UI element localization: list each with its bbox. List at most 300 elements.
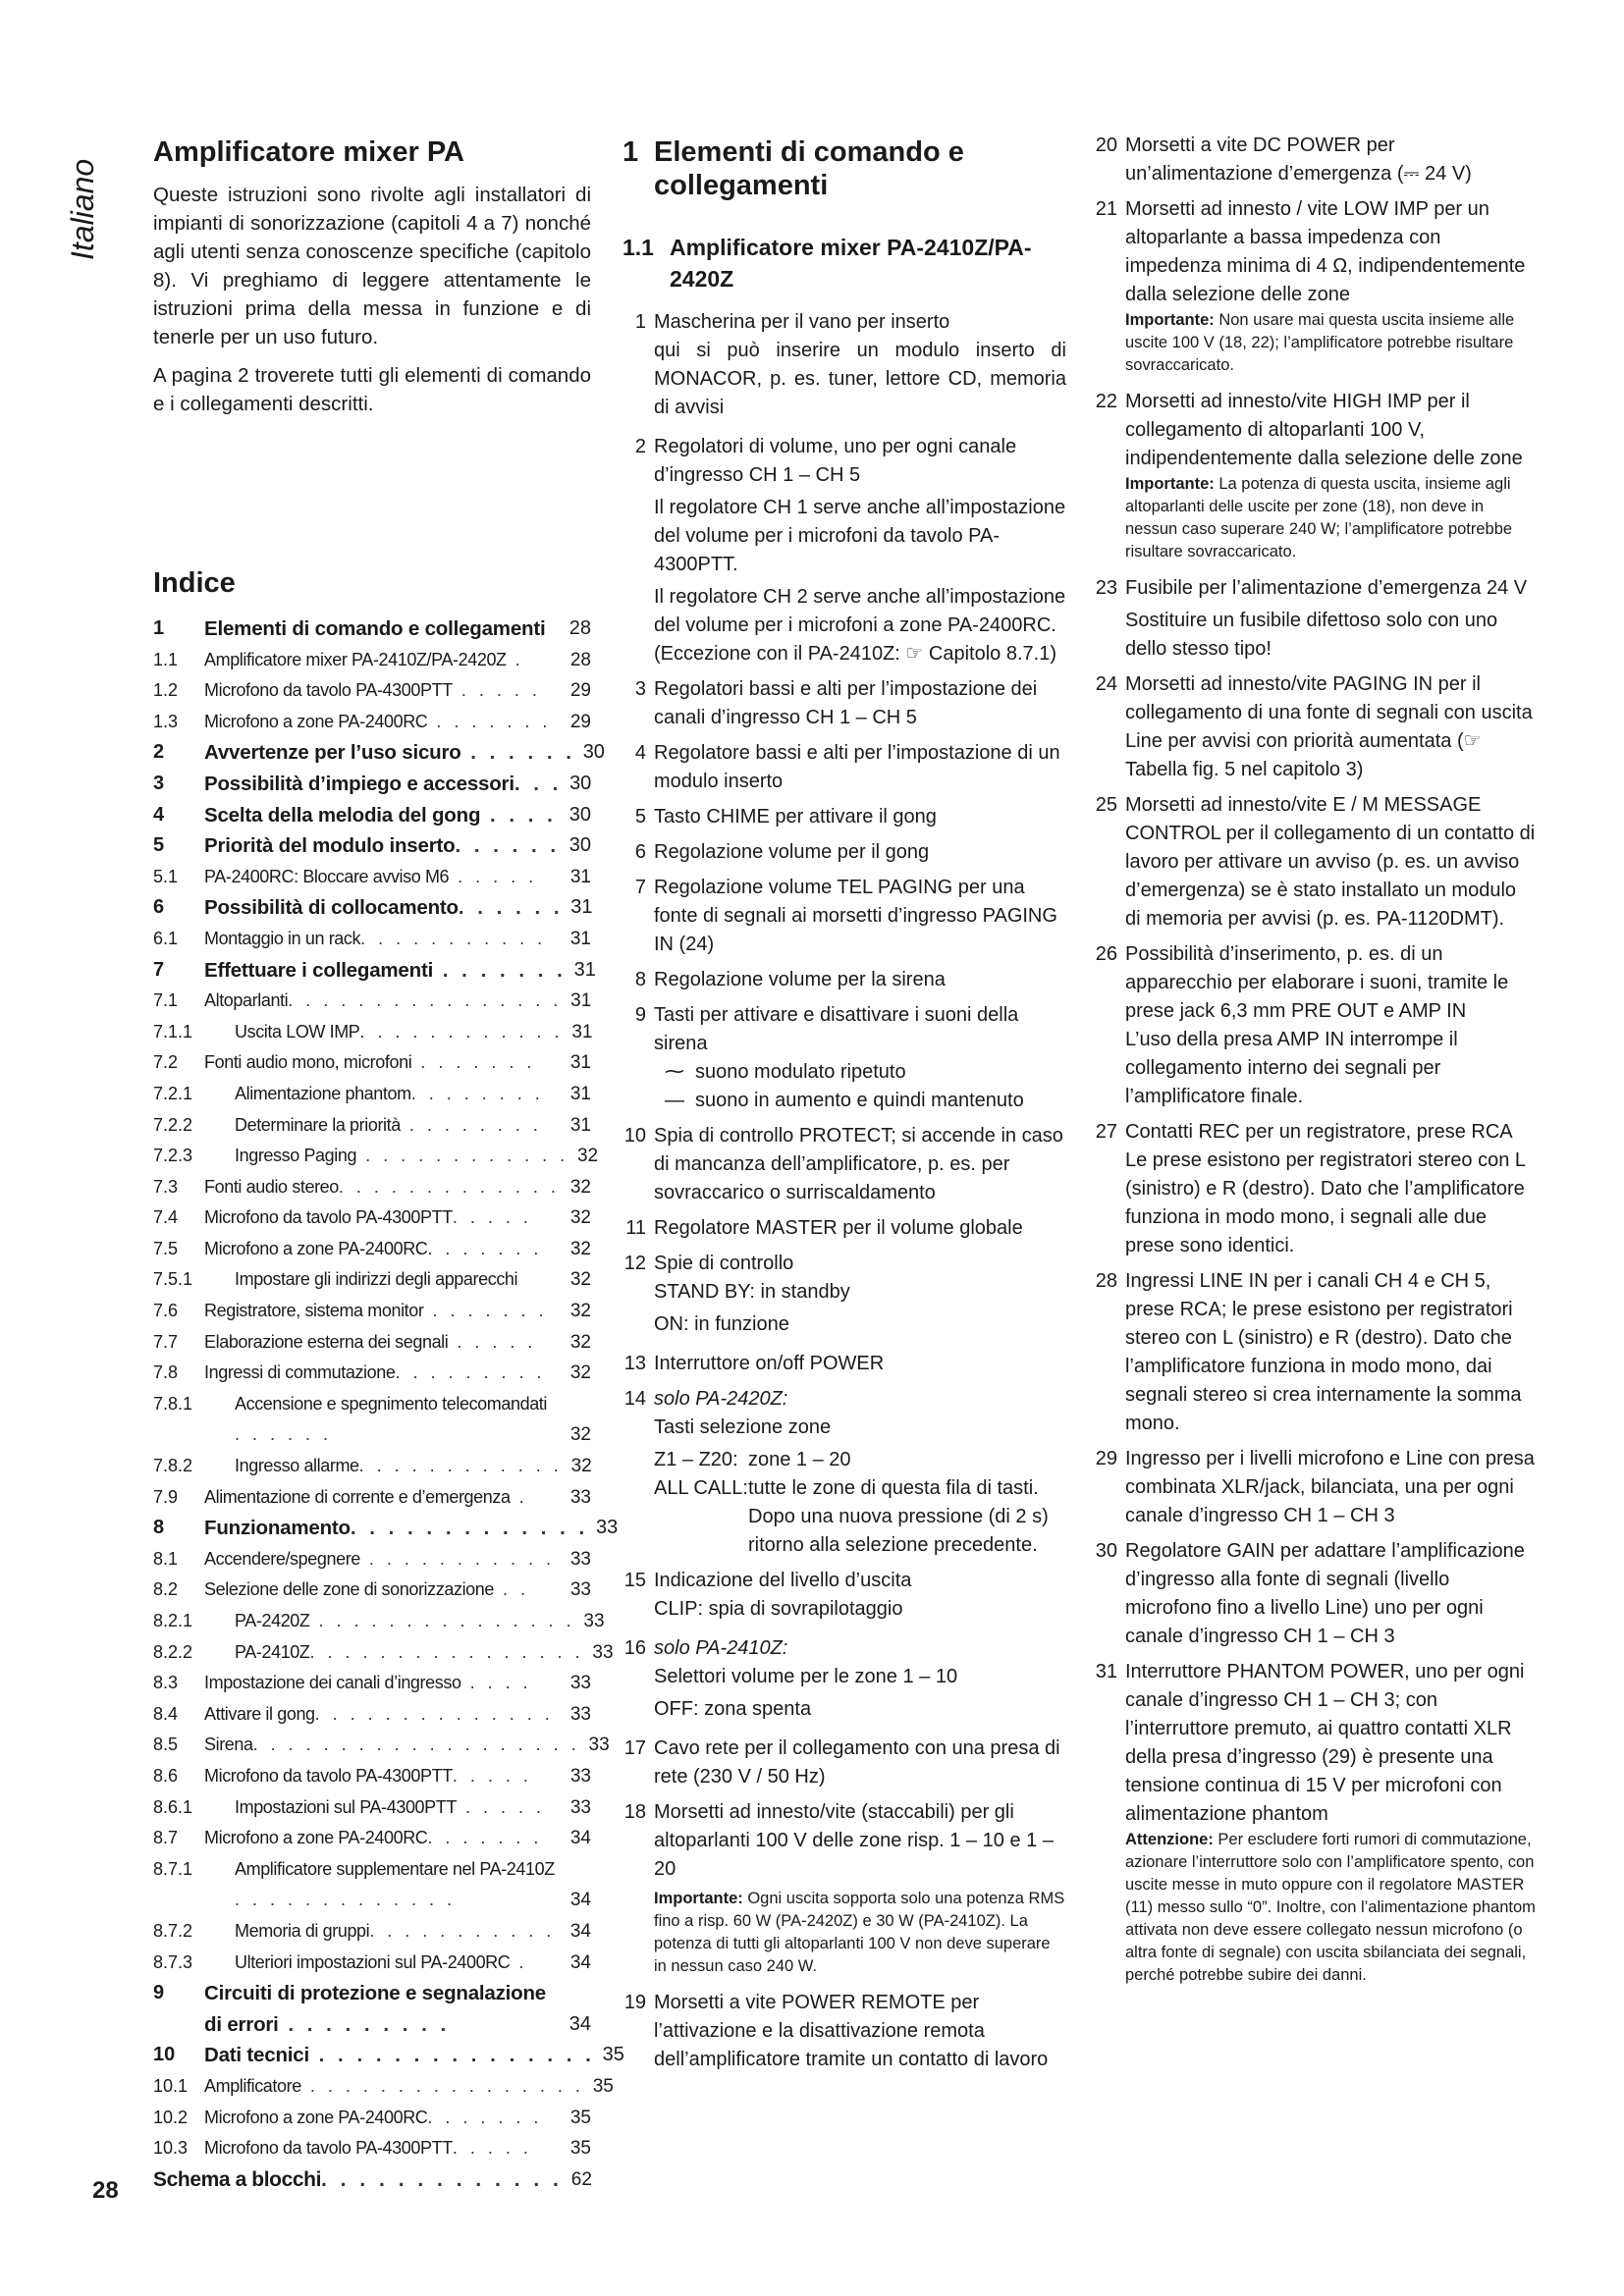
toc-entry-number: 10.1 xyxy=(153,2075,189,2096)
toc-row[interactable] xyxy=(153,1730,610,1761)
toc-entry-number: 10.2 xyxy=(153,2107,189,2127)
toc-entry-number: 10.3 xyxy=(153,2138,189,2159)
toc-row[interactable] xyxy=(153,1637,614,1669)
list-item xyxy=(1094,574,1536,664)
toc-row[interactable] xyxy=(153,1948,591,1979)
item-subtext: Tasti selezione zone xyxy=(654,1416,832,1438)
item-text: Morsetti ad innesto/vite (staccabili) per gli altoparlanti 100 V delle zone risp. 1 – 10 e 1 – 20 xyxy=(654,1801,1054,1880)
toc-row[interactable] xyxy=(153,1017,591,1048)
item-note: Importante: Non usare mai questa uscita insieme alle uscite 100 V (18, 22); l’amplificatore potrebbe risultare sovraccaricato. xyxy=(1125,311,1515,374)
toc-entry-title: Microfono da tavolo PA-4300PTT . . . . . xyxy=(204,680,541,701)
left-column xyxy=(153,135,624,2195)
section-number: 1 xyxy=(623,136,639,168)
toc-entry-title: Alimentazione di corrente e d’emergenza . xyxy=(204,1486,528,1507)
item-subtext: suono in aumento e quindi mantenuto xyxy=(695,1090,1024,1111)
item-text: Regolazione volume per il gong xyxy=(654,841,930,863)
item-note: Attenzione: Per escludere forti rumori di commutazione, azionare l’interruttore solo con l’amplificatore spento, con uscite messe in muto oppure con il regolatore MASTER (11) messo sullo “0”. Inoltre, con l’alimentazione phantom attivata non deve essere collegato nessun microfono (o altra fonte di segnale) con uscita sbilanciata dei segnali, perché potrebbe subire dei danni. xyxy=(1125,1831,1536,1984)
toc-row[interactable] xyxy=(153,737,605,769)
item-number: 12 xyxy=(623,1253,646,1274)
toc-entry-title: Registratore, sistema monitor . . . . . . . xyxy=(204,1301,548,1321)
toc-entry-page: 33 xyxy=(569,1673,591,1694)
toc-row[interactable] xyxy=(153,1296,591,1327)
item-text: Morsetti ad innesto/vite E / M MESSAGE CONTROL per il collegamento di un contatto di lavoro per attivare un avviso (p. es. un avviso d’emergenza) se è stato installato un modulo di memoria per avvisi (p. es. PA-1120DMT). xyxy=(1125,794,1536,930)
toc-entry-page: 33 xyxy=(588,1735,610,1756)
list-item xyxy=(623,1250,1066,1343)
item-number: 23 xyxy=(1095,577,1117,599)
toc-entry-page: 32 xyxy=(576,1146,599,1167)
toc-entry-page: 33 xyxy=(583,1611,605,1631)
toc-row[interactable] xyxy=(153,1327,591,1359)
toc-entry-number: 8.2.1 xyxy=(153,1611,193,1630)
toc-row[interactable] xyxy=(153,2071,614,2103)
toc-entry-page: 35 xyxy=(569,2138,591,2160)
toc-row[interactable] xyxy=(153,1823,591,1854)
item-text: Regolatori di volume, uno per ogni canale d’ingresso CH 1 – CH 5 xyxy=(654,436,1017,486)
toc-entry-page: 29 xyxy=(569,680,591,702)
toc-entry-number: 7.3 xyxy=(153,1176,179,1197)
toc-entry-number: 8.1 xyxy=(153,1548,179,1569)
item-number: 4 xyxy=(634,742,646,764)
item-number: 8 xyxy=(634,969,646,990)
item-text: Spie di controllo xyxy=(654,1253,794,1274)
item-value: tutte le zone di questa fila di tasti. Dopo una nuova pressione (di 2 s) ritorno alla selezione precedente. xyxy=(748,1477,1049,1556)
toc-row[interactable] xyxy=(153,1141,599,1172)
toc-row[interactable] xyxy=(153,986,591,1017)
toc-entry-page: 62 xyxy=(570,2168,592,2190)
item-text: Tasto CHIME per attivare il gong xyxy=(654,806,937,828)
subsection-heading xyxy=(623,232,1066,294)
item-number: 27 xyxy=(1095,1121,1117,1143)
item-paragraph: Il regolatore CH 1 serve anche all’impostazione del volume per i microfoni da tavolo PA-4300PTT. xyxy=(654,497,1066,575)
item-text: Ingresso per i livelli microfono e Line con presa combinata XLR/jack, bilanciata, una per ogni canale d’ingresso CH 1 – CH 3 xyxy=(1125,1448,1535,1526)
subsection-number: 1.1 xyxy=(623,235,654,260)
item-number: 19 xyxy=(623,1992,646,2013)
list-item xyxy=(1094,388,1536,567)
toc-entry-number: 7.7 xyxy=(153,1331,179,1352)
toc-entry-number: 7.8 xyxy=(153,1362,179,1383)
list-item xyxy=(1094,670,1536,784)
toc-row[interactable] xyxy=(153,862,591,893)
list-item xyxy=(1094,791,1536,934)
toc-row[interactable] xyxy=(153,1668,591,1699)
list-item xyxy=(623,739,1066,796)
toc-entry-number: 8.6.1 xyxy=(153,1796,193,1817)
item-text: solo PA-2410Z: xyxy=(654,1637,788,1659)
toc-entry-page: 35 xyxy=(602,2044,624,2066)
toc-row-schema[interactable] xyxy=(153,2164,591,2196)
toc-entry-page: 33 xyxy=(596,1517,619,1539)
toc-row[interactable] xyxy=(153,1761,591,1792)
toc-row[interactable] xyxy=(153,645,591,676)
toc-row[interactable] xyxy=(153,2103,591,2134)
toc-entry-number: 10 xyxy=(153,2044,176,2066)
toc-entry-title: Possibilità di collocamento. . . . . . xyxy=(204,896,564,920)
section-title: Elementi di comando e collegamenti xyxy=(654,136,964,201)
item-subtext: STAND BY: in standby xyxy=(654,1281,850,1303)
intro-paragraph-1: Queste istruzioni sono rivolte agli installatori di impianti di sonorizzazione (capitoli 4 a 7) nonché agli utenti senza conoscenze specifiche (capitolo 8). Vi preghiamo di leggere attentamente le istruzioni prima della messa in funzione e di tenerle per un uso futuro. xyxy=(153,184,591,348)
toc-entry-number: 7.1.1 xyxy=(153,1021,193,1041)
toc-entry-number: 7 xyxy=(153,958,165,981)
toc-entry-title: PA-2400RC: Bloccare avviso M6 . . . . . xyxy=(204,866,538,886)
toc-entry-page: 33 xyxy=(569,1579,591,1601)
toc-entry-title: Microfono a zone PA-2400RC . . . . . . . xyxy=(204,711,552,731)
list-item xyxy=(623,1735,1066,1791)
toc-entry-page: 30 xyxy=(568,803,591,826)
list-item xyxy=(623,1350,1066,1378)
toc-entry-title: Dati tecnici . . . . . . . . . . . . . . . xyxy=(204,2044,595,2067)
item-number: 22 xyxy=(1095,391,1117,412)
item-number: 16 xyxy=(623,1637,646,1659)
item-number: 3 xyxy=(634,678,646,700)
list-item xyxy=(623,1385,1066,1560)
toc-row[interactable] xyxy=(153,1916,591,1948)
toc-entry-number: 8.6 xyxy=(153,1765,179,1786)
item-number: 10 xyxy=(623,1125,646,1147)
list-item xyxy=(623,1798,1066,1982)
item-note: Importante: La potenza di questa uscita, insieme agli altoparlanti delle uscite per zone (18), non deve in nessun caso superare 240 W; l’amplificatore potrebbe risultare sovraccaricato. xyxy=(1125,475,1513,561)
list-item xyxy=(623,1122,1066,1207)
item-paragraph: Il regolatore CH 2 serve anche all’impostazione del volume per i microfoni a zone PA-2400RC. (Eccezione con il PA-2410Z: ☞ Capitolo 8.7.1) xyxy=(654,586,1066,665)
subsection-title: Amplificatore mixer PA-2410Z/PA-2420Z xyxy=(670,235,1032,292)
toc-entry-page: 28 xyxy=(568,617,591,639)
page-number: 28 xyxy=(92,2177,119,2204)
toc-row[interactable] xyxy=(153,924,591,955)
toc-entry-number: 7.2.2 xyxy=(153,1114,193,1135)
toc-row[interactable] xyxy=(153,1451,591,1482)
toc-entry-page: 33 xyxy=(569,1765,591,1787)
section-heading xyxy=(623,135,1066,202)
toc-entry-page: 32 xyxy=(569,1269,591,1291)
toc-row[interactable] xyxy=(153,1264,591,1296)
toc-entry-number: 7.4 xyxy=(153,1207,179,1228)
toc-entry-page: 33 xyxy=(569,1486,591,1508)
toc-entry-title: Accensione e spegnimento telecomandati . . . . . . xyxy=(235,1393,548,1445)
toc-entry-page: 31 xyxy=(569,1052,591,1074)
item-text: Regolatore bassi e alti per l’impostazione di un modulo inserto xyxy=(654,742,1060,792)
toc-row[interactable] xyxy=(153,1234,591,1265)
item-text: Morsetti a vite DC POWER per un’alimentazione d’emergenza (⎓ 24 V) xyxy=(1125,134,1472,185)
toc-entry-page: 28 xyxy=(569,649,591,670)
toc-row[interactable] xyxy=(153,675,591,707)
toc-entry-page: 32 xyxy=(569,1238,591,1259)
toc-entry-title: Ulteriori impostazioni sul PA-2400RC . xyxy=(235,1951,528,1972)
toc-entry-number: 6.1 xyxy=(153,928,179,948)
toc-entry-title: Fonti audio mono, microfoni . . . . . . . xyxy=(204,1052,536,1073)
toc-entry-number: 7.5.1 xyxy=(153,1269,193,1290)
toc-entry-number: 7.8.2 xyxy=(153,1456,193,1476)
pointing-hand-icon: ☞ xyxy=(905,643,924,665)
toc-entry-number: 1.3 xyxy=(153,711,179,731)
toc-entry-title: Scelta della melodia del gong . . . . xyxy=(204,803,557,827)
item-subtext: ON: in funzione xyxy=(654,1313,789,1335)
toc-row[interactable] xyxy=(153,1389,591,1451)
item-text: solo PA-2420Z: xyxy=(654,1388,788,1410)
toc-entry-page: 30 xyxy=(569,772,592,794)
toc-entry-page: 35 xyxy=(569,2107,591,2128)
item-text: Possibilità d’inserimento, p. es. di un apparecchio per elaborare i suoni, tramite le prese jack 6,3 mm PRE OUT e AMP IN xyxy=(1125,943,1509,1022)
toc-entry-title: Schema a blocchi. . . . . . . . . . . . . xyxy=(153,2167,563,2191)
toc-entry-title: Microfono da tavolo PA-4300PTT. . . . . xyxy=(204,1207,532,1228)
modulated-tone-icon: ⁓ xyxy=(665,1061,684,1083)
toc-entry-page: 31 xyxy=(569,866,591,887)
toc-entry-title: Microfono da tavolo PA-4300PTT. . . . . xyxy=(204,2138,532,2159)
item-number: 11 xyxy=(625,1217,646,1239)
item-text: Interruttore PHANTOM POWER, uno per ogni canale d’ingresso CH 1 – CH 3; con l’interruttore premuto, ai quattro contatti XLR della presa d’ingresso (29) è presente una tensione continua di 15 V per microfoni con alimentazione phantom xyxy=(1125,1661,1525,1825)
toc-entry-title: Altoparlanti. . . . . . . . . . . . . . . . xyxy=(204,990,563,1011)
item-number: 20 xyxy=(1095,134,1117,156)
toc-entry-number: 7.1 xyxy=(153,990,179,1011)
toc-entry-number: 5 xyxy=(153,834,165,857)
item-text: Regolatore MASTER per il volume globale xyxy=(654,1217,1023,1239)
item-text: Contatti REC per un registratore, prese RCA xyxy=(1125,1121,1513,1143)
toc-entry-page: 32 xyxy=(569,1331,591,1353)
item-text: Regolazione volume per la sirena xyxy=(654,969,946,990)
toc-entry-page: 31 xyxy=(569,1114,591,1136)
toc-entry-title: Fonti audio stereo. . . . . . . . . . . . . xyxy=(204,1176,560,1197)
toc-entry-page: 32 xyxy=(569,1362,591,1384)
toc-entry-title: Microfono da tavolo PA-4300PTT. . . . . xyxy=(204,1765,532,1786)
toc-row[interactable] xyxy=(153,2133,591,2164)
toc-entry-page: 31 xyxy=(570,990,592,1012)
intro-paragraph-2: A pagina 2 troverete tutti gli elementi di comando e i collegamenti descritti. xyxy=(153,364,591,415)
toc-entry-page: 31 xyxy=(569,1083,591,1104)
toc-entry-number: 8.2 xyxy=(153,1579,179,1600)
toc-row[interactable] xyxy=(153,1047,591,1079)
toc-entry-page: 34 xyxy=(568,2012,591,2035)
item-number: 21 xyxy=(1095,198,1117,220)
list-item xyxy=(1094,132,1536,188)
list-item xyxy=(623,966,1066,994)
list-item xyxy=(623,1989,1066,2074)
toc-row[interactable] xyxy=(153,800,591,831)
toc-entry-title: Effettuare i collegamenti . . . . . . . xyxy=(204,958,567,982)
item-subtext: qui si può inserire un modulo inserto di MONACOR, p. es. tuner, lettore CD, memoria di avvisi xyxy=(654,340,1066,418)
item-number: 13 xyxy=(623,1353,646,1374)
toc-entry-number: 4 xyxy=(153,803,165,826)
toc-entry-title: Microfono a zone PA-2400RC. . . . . . . xyxy=(204,2107,543,2127)
list-item xyxy=(1094,1658,1536,1991)
item-text: Indicazione del livello d’uscita xyxy=(654,1570,912,1591)
item-number: 26 xyxy=(1095,943,1117,965)
toc-entry-page: 32 xyxy=(569,1176,591,1198)
toc-row[interactable] xyxy=(153,769,591,800)
right-column xyxy=(1094,132,1536,1998)
toc-entry-number: 7.2.1 xyxy=(153,1083,193,1103)
toc-entry-title: Amplificatore . . . . . . . . . . . . . . . . xyxy=(204,2075,584,2096)
item-paragraph: Sostituire un fusibile difettoso solo con uno dello stesso tipo! xyxy=(1125,610,1498,660)
toc-entry-page: 31 xyxy=(571,1021,593,1042)
toc-row[interactable] xyxy=(153,1606,605,1637)
toc-entry-number: 8.5 xyxy=(153,1735,179,1755)
toc-entry-number: 8.4 xyxy=(153,1703,179,1724)
toc-entry-title: Ingressi di commutazione. . . . . . . . . xyxy=(204,1362,546,1383)
item-number: 31 xyxy=(1095,1661,1117,1682)
toc-entry-page: 30 xyxy=(568,834,591,857)
toc-entry-title: Accendere/spegnere . . . . . . . . . . . xyxy=(204,1548,555,1569)
toc-row[interactable] xyxy=(153,1482,591,1514)
toc-entry-number: 8.2.2 xyxy=(153,1641,193,1662)
toc-entry-number: 9 xyxy=(153,1982,165,2004)
item-paragraph: L’uso della presa AMP IN interrompe il collegamento interno dei segnali per l’amplificatore finale. xyxy=(1125,1029,1458,1107)
toc-entry-page: 33 xyxy=(592,1641,614,1663)
item-text: Morsetti ad innesto / vite LOW IMP per un altoparlante a bassa impedenza con impedenza minima di 4 Ω, indipendentemente dalla selezione delle zone xyxy=(1125,198,1526,305)
item-text: Ingressi LINE IN per i canali CH 4 e CH 5, prese RCA; le prese esistono per registratori stereo con L (sinistro) e R (destro). Dato che l’amplificatore funziona in modo mono, dai segnali stereo si crea internamente la somma mono. xyxy=(1125,1270,1522,1434)
item-number: 9 xyxy=(634,1004,646,1026)
toc-entry-title: Possibilità d’impiego e accessori. . . xyxy=(204,772,563,795)
list-item xyxy=(623,838,1066,867)
toc-entry-title: Elementi di comando e collegamenti xyxy=(204,617,546,640)
list-item xyxy=(623,1567,1066,1628)
item-number: 17 xyxy=(623,1737,646,1759)
item-text: Morsetti a vite POWER REMOTE per l’attivazione e la disattivazione remota dell’amplificatore tramite un contatto di lavoro xyxy=(654,1992,1049,2070)
toc-row[interactable] xyxy=(153,614,591,645)
list-item xyxy=(1094,195,1536,381)
list-item xyxy=(1094,1118,1536,1260)
toc-entry-number: 8.7.1 xyxy=(153,1858,193,1879)
list-item xyxy=(623,1214,1066,1243)
toc-entry-page: 32 xyxy=(569,1301,591,1322)
item-key: Z1 – Z20: xyxy=(654,1449,738,1470)
item-number: 14 xyxy=(623,1388,646,1410)
toc-entry-number: 8 xyxy=(153,1517,165,1539)
toc-entry-page: 33 xyxy=(569,1796,591,1818)
toc-entry-page: 32 xyxy=(569,1424,591,1446)
item-text: Spia di controllo PROTECT; si accende in caso di mancanza dell’amplificatore, p. es. per sovraccarico o surriscaldamento xyxy=(654,1125,1063,1203)
toc-entry-number: 1.2 xyxy=(153,680,179,701)
toc-entry-title: Attivare il gong. . . . . . . . . . . . . . xyxy=(204,1703,554,1724)
item-text: Regolatori bassi e alti per l’impostazione dei canali d’ingresso CH 1 – CH 5 xyxy=(654,678,1038,728)
list-item xyxy=(623,1634,1066,1728)
toc-entry-title: Memoria di gruppi. . . . . . . . . . . xyxy=(235,1920,556,1941)
rising-tone-icon: — xyxy=(665,1090,684,1111)
list-item xyxy=(1094,1445,1536,1530)
language-tab: Italiano xyxy=(65,158,100,260)
toc-entry-number: 7.6 xyxy=(153,1301,179,1321)
toc-row[interactable] xyxy=(153,1358,591,1389)
list-item xyxy=(623,1001,1066,1115)
toc-entry-title: Impostazioni sul PA-4300PTT . . . . . xyxy=(235,1796,545,1817)
toc-entry-page: 33 xyxy=(569,1703,591,1725)
item-text: Tasti per attivare e disattivare i suoni della sirena xyxy=(654,1004,1019,1054)
item-number: 2 xyxy=(634,436,646,457)
toc-row[interactable] xyxy=(153,1854,591,1916)
toc-entry-page: 33 xyxy=(569,1548,591,1570)
pointing-hand-icon: ☞ xyxy=(1463,730,1482,752)
item-number: 25 xyxy=(1095,794,1117,816)
toc-entry-title: Ingresso Paging . . . . . . . . . . . . xyxy=(235,1146,569,1166)
toc-entry-page: 32 xyxy=(570,1456,592,1477)
item-number: 30 xyxy=(1095,1540,1117,1562)
toc-entry-number: 8.7 xyxy=(153,1828,179,1848)
toc-entry-title: Avvertenze per l’uso sicuro . . . . . . xyxy=(204,741,575,765)
item-text: Mascherina per il vano per inserto xyxy=(654,311,950,333)
item-number: 1 xyxy=(634,311,646,333)
list-item xyxy=(1094,1267,1536,1438)
toc-row[interactable] xyxy=(153,1172,591,1203)
toc-entry-title: Montaggio in un rack. . . . . . . . . . . xyxy=(204,928,547,948)
toc-entry-number: 2 xyxy=(153,741,165,764)
toc-row[interactable] xyxy=(153,707,591,738)
toc-row[interactable] xyxy=(153,830,591,862)
item-number: 7 xyxy=(634,877,646,898)
item-subtext: CLIP: spia di sovrapilotaggio xyxy=(654,1598,903,1620)
table-of-contents xyxy=(153,614,624,2164)
toc-entry-number: 3 xyxy=(153,772,165,794)
toc-entry-title: Funzionamento. . . . . . . . . . . . . xyxy=(204,1517,589,1540)
list-item xyxy=(623,675,1066,732)
toc-entry-page: 34 xyxy=(569,1951,591,1973)
toc-entry-number: 6 xyxy=(153,896,165,919)
item-text: Regolazione volume TEL PAGING per una fonte di segnali ai morsetti d’ingresso PAGING IN (24) xyxy=(654,877,1057,955)
item-key: ALL CALL: xyxy=(654,1477,748,1499)
toc-row[interactable] xyxy=(153,1575,591,1606)
toc-row[interactable] xyxy=(153,1202,591,1234)
toc-entry-page: 34 xyxy=(569,1890,591,1911)
list-item xyxy=(1094,1537,1536,1651)
item-subtext: Selettori volume per le zone 1 – 10 xyxy=(654,1666,958,1687)
list-item xyxy=(623,433,1066,668)
toc-row[interactable] xyxy=(153,1699,591,1731)
toc-entry-number: 8.3 xyxy=(153,1673,179,1693)
list-item xyxy=(1094,940,1536,1111)
item-number: 29 xyxy=(1095,1448,1117,1469)
toc-entry-title: Alimentazione phantom. . . . . . . . xyxy=(235,1083,544,1103)
toc-entry-title: Uscita LOW IMP. . . . . . . . . . . . xyxy=(235,1021,564,1041)
toc-entry-title: PA-2410Z. . . . . . . . . . . . . . . . xyxy=(235,1641,584,1662)
document-title: Amplificatore mixer PA xyxy=(153,136,464,168)
list-item xyxy=(623,803,1066,831)
toc-entry-title: Sirena. . . . . . . . . . . . . . . . . . . xyxy=(204,1735,580,1755)
toc-entry-page: 31 xyxy=(570,896,593,919)
toc-entry-title: Priorità del modulo inserto. . . . . . xyxy=(204,834,561,858)
item-number: 15 xyxy=(623,1570,646,1591)
item-value: zone 1 – 20 xyxy=(748,1449,851,1470)
item-subtext: suono modulato ripetuto xyxy=(695,1061,906,1083)
toc-row[interactable] xyxy=(153,892,591,924)
item-text: Interruttore on/off POWER xyxy=(654,1353,885,1374)
toc-entry-page: 34 xyxy=(569,1920,591,1942)
toc-entry-number: 7.2.3 xyxy=(153,1146,193,1166)
toc-row[interactable] xyxy=(153,2040,624,2071)
toc-entry-number: 8.7.3 xyxy=(153,1951,193,1972)
toc-entry-number: 5.1 xyxy=(153,866,179,886)
toc-entry-number: 7.5 xyxy=(153,1238,179,1258)
toc-entry-page: 31 xyxy=(569,928,591,949)
item-text: Morsetti ad innesto/vite HIGH IMP per il collegamento di altoparlanti 100 V, indipendentemente dalla selezione delle zone xyxy=(1125,391,1523,469)
toc-entry-page: 31 xyxy=(573,958,596,981)
toc-row[interactable] xyxy=(153,1544,591,1575)
toc-row[interactable] xyxy=(153,955,596,987)
item-number: 18 xyxy=(623,1801,646,1823)
toc-entry-page: 34 xyxy=(569,1828,591,1849)
toc-entry-title: PA-2420Z . . . . . . . . . . . . . . . xyxy=(235,1611,575,1630)
item-number: 6 xyxy=(634,841,646,863)
toc-row[interactable] xyxy=(153,1978,591,2040)
toc-entry-number: 7.2 xyxy=(153,1052,179,1073)
toc-row[interactable] xyxy=(153,1513,619,1544)
item-paragraph: Le prese esistono per registratori stereo con L (sinistro) e R (destro). Dato che l’amplificatore funziona in modo mono, i segnali alle due prese sono identici. xyxy=(1125,1149,1526,1256)
toc-entry-title: Microfono a zone PA-2400RC. . . . . . . xyxy=(204,1238,543,1258)
toc-row[interactable] xyxy=(153,1110,591,1142)
toc-row[interactable] xyxy=(153,1792,591,1824)
item-text: Cavo rete per il collegamento con una presa di rete (230 V / 50 Hz) xyxy=(654,1737,1060,1788)
toc-row[interactable] xyxy=(153,1079,591,1110)
toc-entry-title: Selezione delle zone di sonorizzazione . . xyxy=(204,1579,530,1600)
toc-entry-title: Amplificatore mixer PA-2410Z/PA-2420Z . xyxy=(204,649,524,669)
toc-entry-title: Impostazione dei canali d’ingresso . . . . xyxy=(204,1673,532,1693)
toc-entry-page: 30 xyxy=(582,741,605,764)
toc-entry-number: 7.9 xyxy=(153,1486,179,1507)
